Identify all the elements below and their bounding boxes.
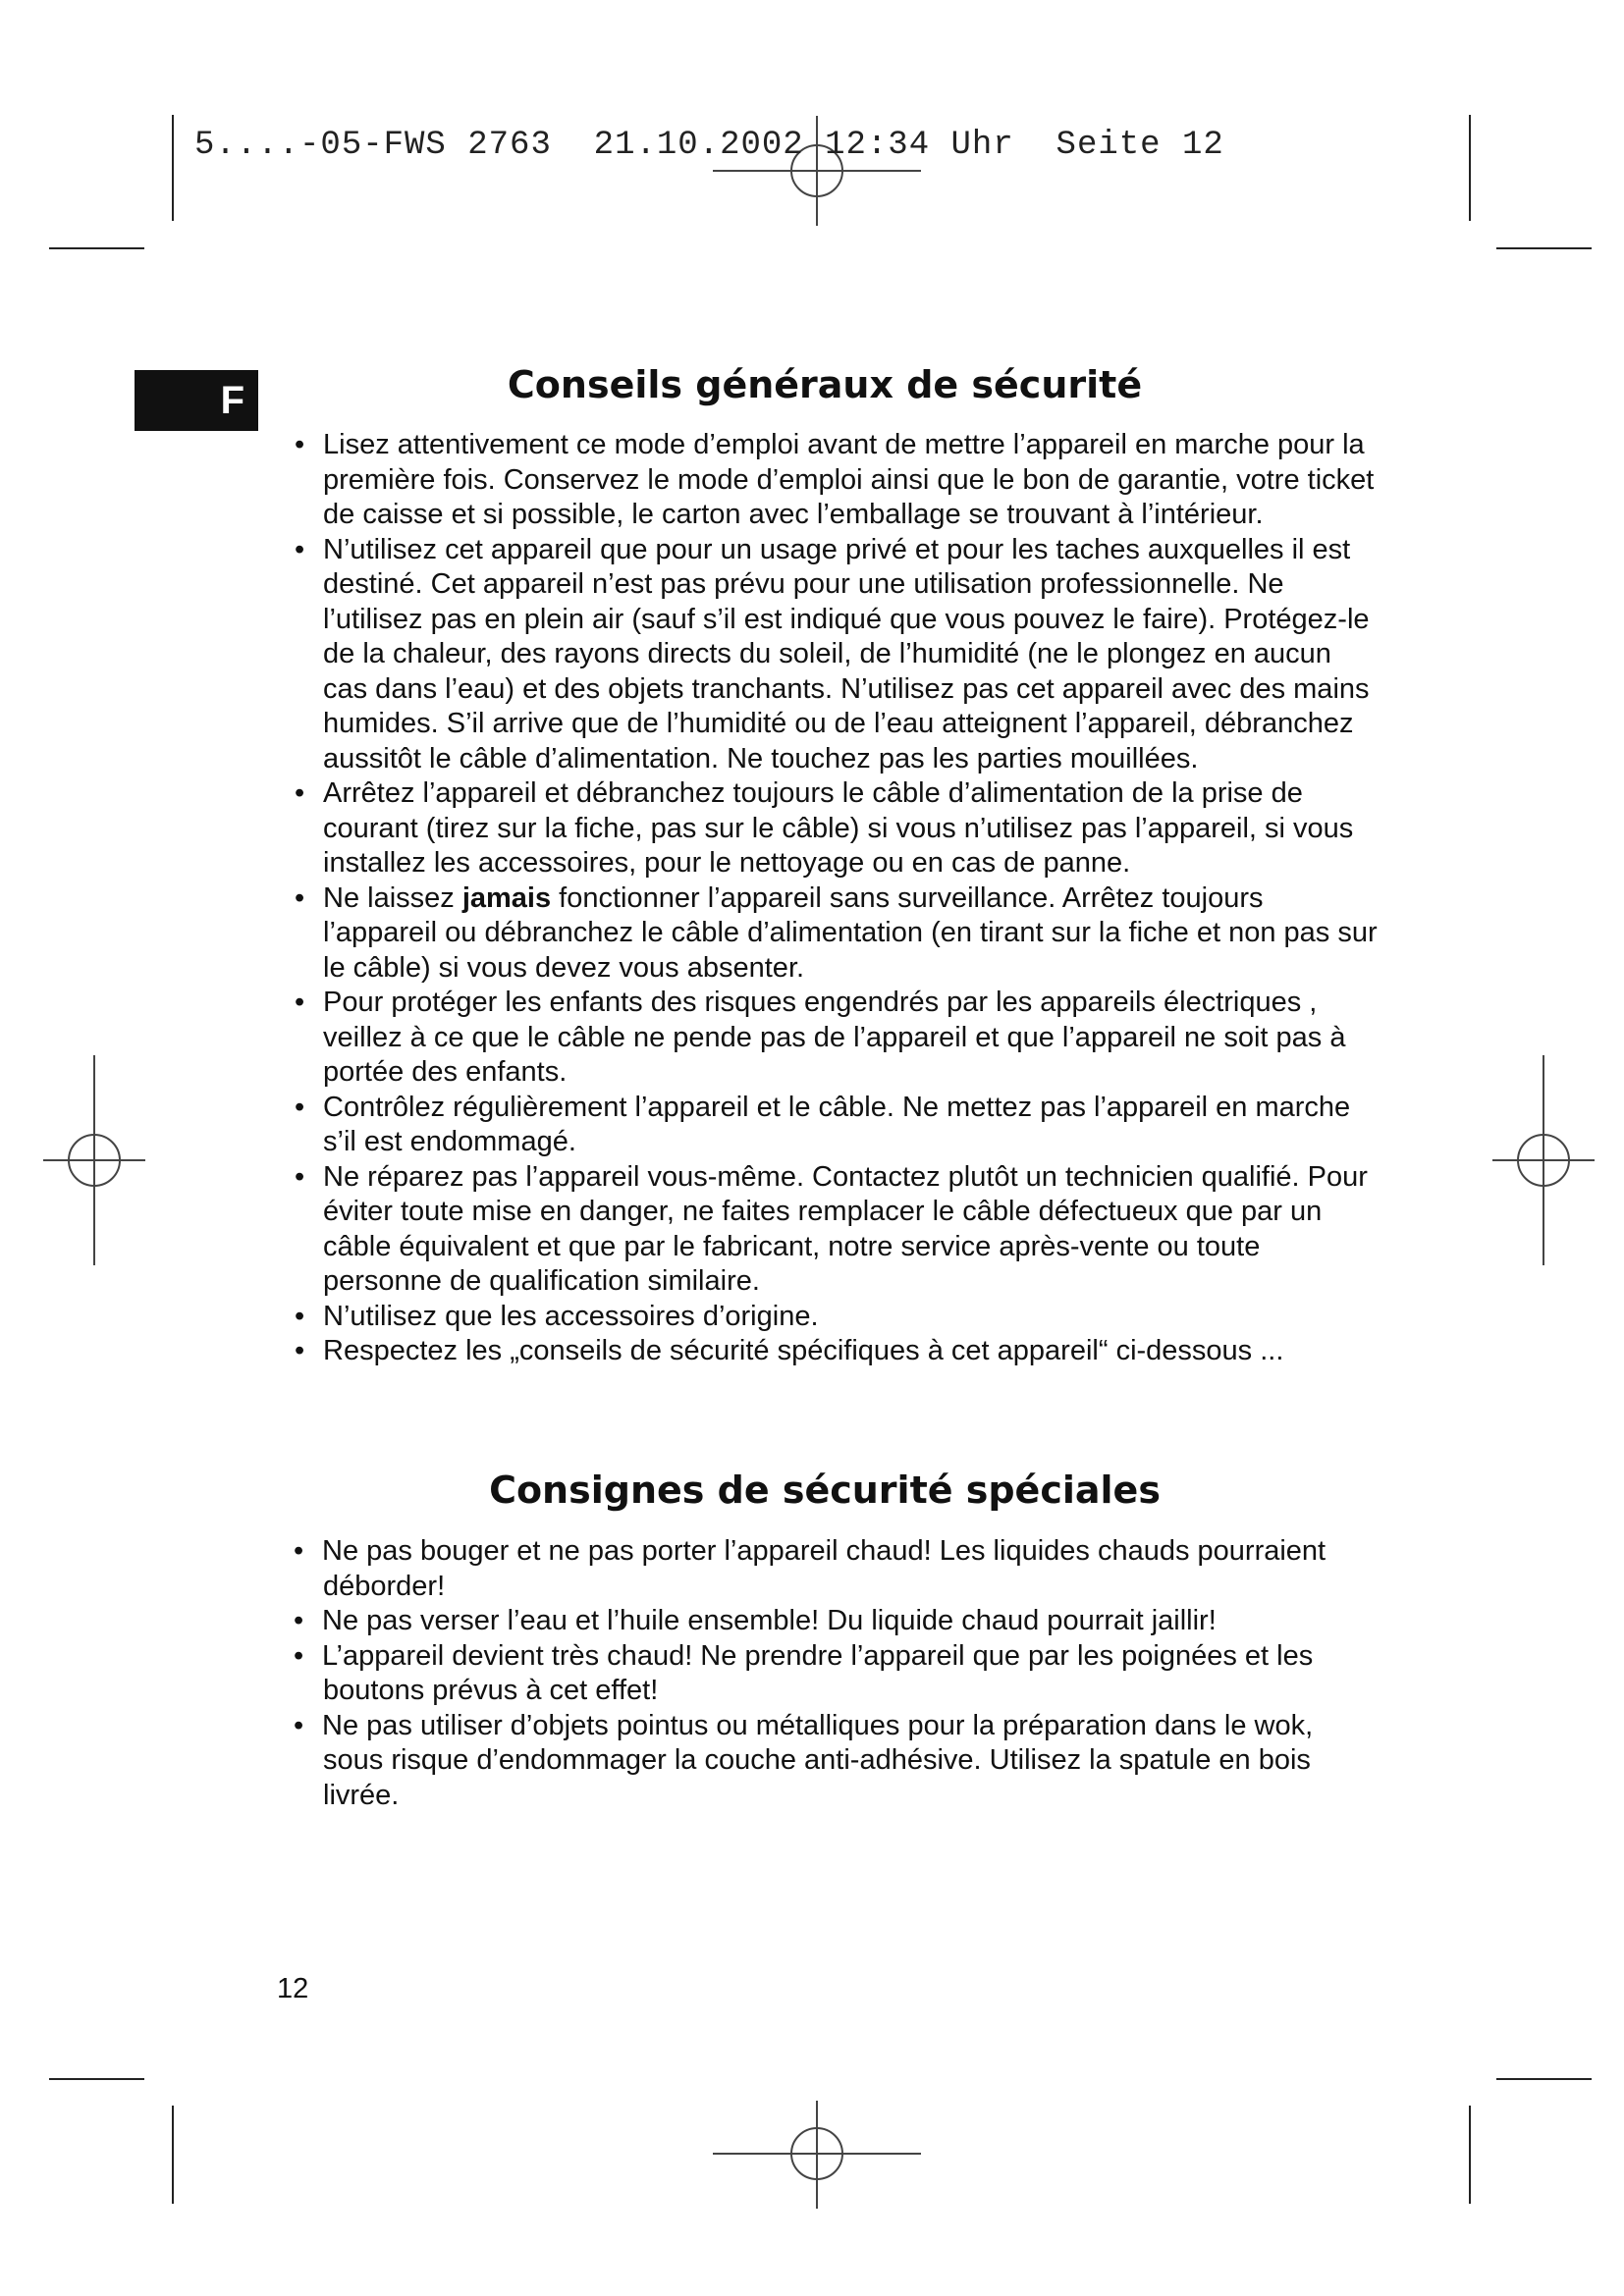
page-number: 12 <box>277 1973 309 2004</box>
emphasis-word: jamais <box>461 881 552 914</box>
registration-mark-right-icon <box>1492 1055 1595 1265</box>
crop-mark-top-right-horizontal <box>1496 247 1592 249</box>
list-item: • Ne pas bouger et ne pas porter l’appareil chaud! Les liquides chauds pourraient déborder! <box>265 1534 1380 1604</box>
section-title-general-safety: Conseils généraux de sécurité <box>507 363 1143 406</box>
list-item: • Arrêtez l’appareil et débranchez toujours le câble d’alimentation de la prise de courant (tirez sur la fiche, pas sur le câble) si vous n’utilisez pas l’appareil, si vous installez les accessoires, pour le nettoyage ou en cas de panne. <box>265 776 1380 881</box>
crop-mark-bottom-right-horizontal <box>1496 2078 1592 2080</box>
list-item: • Ne réparez pas l’appareil vous-même. Contactez plutôt un technicien qualifié. Pour éviter toute mise en danger, ne faites remplacer le câble défectueux que par un câble équivalent et que par le fabricant, notre service après-vente ou toute personne de qualification similaire. <box>265 1160 1380 1300</box>
list-item: • Contrôlez régulièrement l’appareil et le câble. Ne mettez pas l’appareil en marche s’il est endommagé. <box>265 1091 1380 1160</box>
crop-mark-top-left-vertical <box>172 115 174 221</box>
list-item: • Ne pas verser l’eau et l’huile ensemble! Du liquide chaud pourrait jaillir! <box>265 1604 1380 1639</box>
list-item: • L’appareil devient très chaud! Ne prendre l’appareil que par les poignées et les boutons prévus à cet effet! <box>265 1639 1380 1709</box>
general-safety-list <box>265 428 1380 1369</box>
registration-mark-bottom-icon <box>713 2101 921 2209</box>
list-item: • Ne laissez jamais fonctionner l’appareil sans surveillance. Arrêtez toujours l’appareil ou débranchez le câble d’alimentation (en tirant sur la fiche et non pas sur le câble) si vous devez vous absenter. <box>265 881 1380 987</box>
list-item: • Pour protéger les enfants des risques engendrés par les appareils électriques , veillez à ce que le câble ne pende pas de l’appareil et que l’appareil ne soit pas à portée des enfants. <box>265 986 1380 1091</box>
list-item: • N’utilisez cet appareil que pour un usage privé et pour les taches auxquelles il est destiné. Cet appareil n’est pas prévu pour une utilisation professionnelle. Ne l’utilisez pas en plein air (sauf s’il est indiqué que vous pouvez le faire). Protégez-le de la chaleur, des rayons directs du soleil, de l’humidité (ne le plongez en aucun cas dans l’eau) et des objets tranchants. N’utilisez pas cet appareil avec des mains humides. S’il arrive que de l’humidité ou de l’eau atteignent l’appareil, débranchez aussitôt le câble d’alimentation. Ne touchez pas les parties mouillées. <box>265 533 1380 777</box>
registration-mark-left-icon <box>43 1055 145 1265</box>
crop-mark-bottom-left-vertical <box>172 2106 174 2204</box>
list-item: • Respectez les „conseils de sécurité spécifiques à cet appareil“ ci-dessous ... <box>265 1334 1380 1369</box>
special-safety-list <box>265 1534 1380 1813</box>
crop-mark-bottom-right-vertical <box>1469 2106 1471 2204</box>
list-item: • Lisez attentivement ce mode d’emploi avant de mettre l’appareil en marche pour la première fois. Conservez le mode d’emploi ainsi que le bon de garantie, votre ticket de caisse et si possible, le carton avec l’emballage se trouvant à l’intérieur. <box>265 428 1380 533</box>
section-title-special-safety: Consignes de sécurité spéciales <box>489 1468 1161 1512</box>
printer-slug: 5....-05-FWS 2763 21.10.2002 12:34 Uhr Seite 12 <box>194 127 1224 164</box>
list-item: • Ne pas utiliser d’objets pointus ou métalliques pour la préparation dans le wok, sous risque d’endommager la couche anti-adhésive. Utilisez la spatule en bois livrée. <box>265 1709 1380 1814</box>
list-item: • N’utilisez que les accessoires d’origine. <box>265 1300 1380 1335</box>
crop-mark-bottom-left-horizontal <box>49 2078 144 2080</box>
crop-mark-top-right-vertical <box>1469 115 1471 221</box>
language-tab: F <box>135 370 258 431</box>
crop-mark-top-left-horizontal <box>49 247 144 249</box>
